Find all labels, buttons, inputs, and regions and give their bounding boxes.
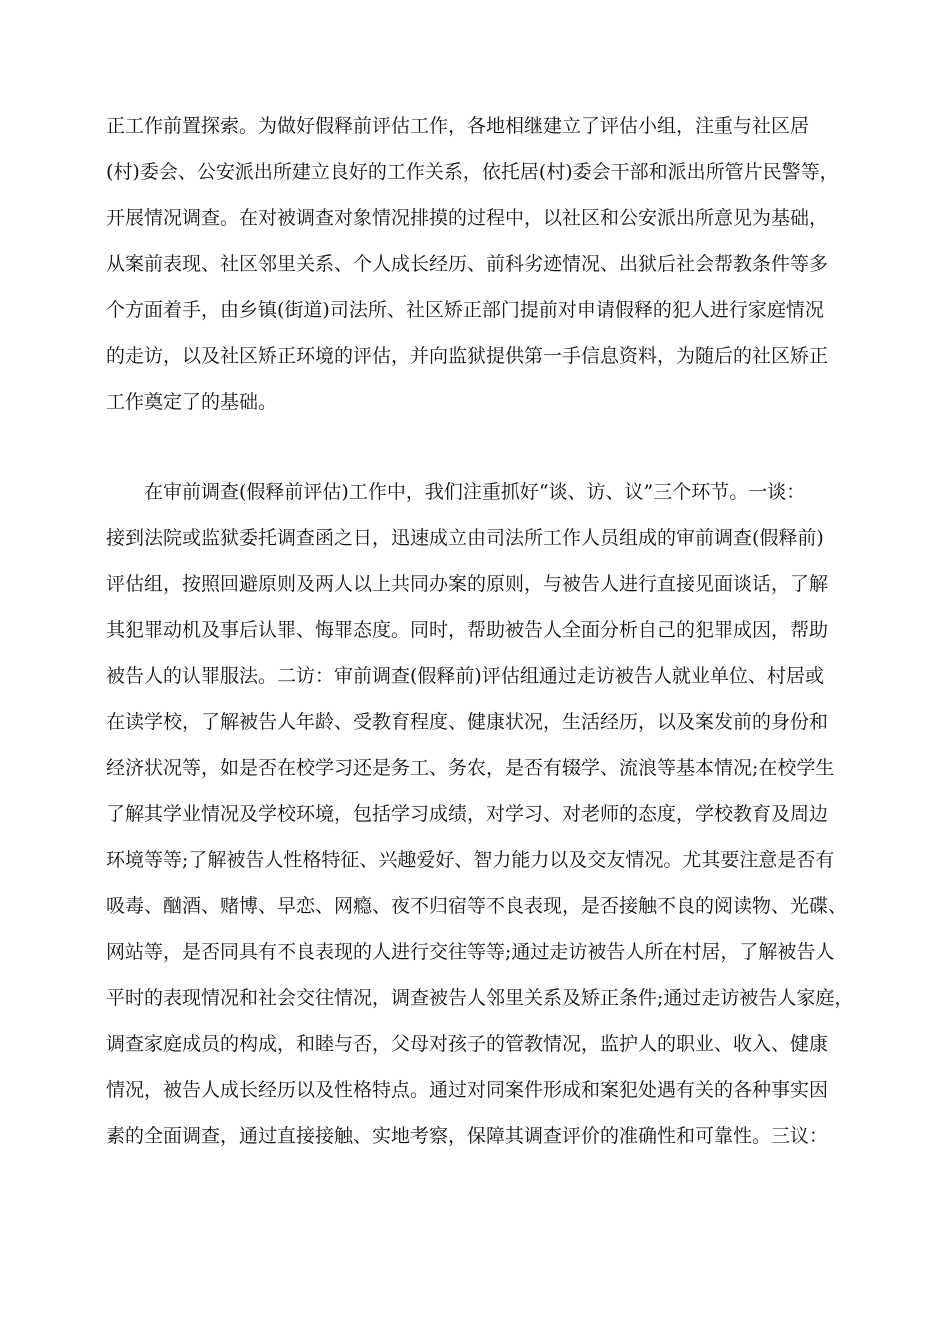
paragraph-2-line-4: 其犯罪动机及事后认罪、悔罪态度。同时，帮助被告人全面分析自己的犯罪成因，帮助 — [106, 619, 829, 641]
paragraph-1-line-4: 从案前表现、社区邻里关系、个人成长经历、前科劣迹情况、出狱后社会帮教条件等多 — [106, 253, 829, 275]
paragraph-2-line-7: 经济状况等，如是否在校学习还是务工、务农，是否有辍学、流浪等基本情况;在校学生 — [106, 757, 835, 779]
paragraph-2-line-5: 被告人的认罪服法。二访：审前调查(假释前)评估组通过走访被告人就业单位、村居或 — [106, 665, 824, 687]
paragraph-2-line-9: 环境等等;了解被告人性格特征、兴趣爱好、智力能力以及交友情况。尤其要注意是否有 — [106, 849, 835, 871]
paragraph-1-line-2: (村)委会、公安派出所建立良好的工作关系，依托居(村)委会干部和派出所管片民警等， — [106, 161, 839, 183]
paragraph-2-line-3: 评估组，按照回避原则及两人以上共同办案的原则，与被告人进行直接见面谈话，了解 — [106, 573, 829, 595]
paragraph-2-line-12: 平时的表现情况和社会交往情况，调查被告人邻里关系及矫正条件;通过走访被告人家庭， — [106, 987, 854, 1009]
paragraph-2-line-1: 在审前调查(假释前评估)工作中，我们注重抓好“谈、访、议”三个环节。一谈： — [144, 481, 806, 503]
paragraph-1-line-7: 工作奠定了的基础。 — [106, 391, 278, 413]
paragraph-1-line-3: 开展情况调查。在对被调查对象情况排摸的过程中，以社区和公安派出所意见为基础， — [106, 207, 829, 229]
paragraph-2-line-6: 在读学校，了解被告人年龄、受教育程度、健康状况，生活经历，以及案发前的身份和 — [106, 711, 829, 733]
paragraph-2-line-10: 吸毒、酗酒、赌博、早恋、网瘾、夜不归宿等不良表现，是否接触不良的阅读物、光碟、 — [106, 895, 848, 917]
paragraph-1-line-1: 正工作前置探索。为做好假释前评估工作，各地相继建立了评估小组，注重与社区居 — [106, 115, 810, 137]
paragraph-2-line-13: 调查家庭成员的构成，和睦与否，父母对孩子的管教情况，监护人的职业、收入、健康 — [106, 1033, 829, 1055]
paragraph-1-line-6: 的走访，以及社区矫正环境的评估，并向监狱提供第一手信息资料，为随后的社区矫正 — [106, 345, 829, 367]
paragraph-2-line-14: 情况，被告人成长经历以及性格特点。通过对同案件形成和案犯处遇有关的各种事实因 — [106, 1079, 829, 1101]
paragraph-1-line-5: 个方面着手，由乡镇(街道)司法所、社区矫正部门提前对申请假释的犯人进行家庭情况 — [106, 299, 824, 321]
paragraph-2-line-11: 网站等，是否同具有不良表现的人进行交往等等;通过走访被告人所在村居，了解被告人 — [106, 941, 835, 963]
paragraph-2-line-15: 素的全面调查，通过直接接触、实地考察，保障其调查评价的准确性和可靠性。三议： — [106, 1125, 829, 1147]
paragraph-2-line-2: 接到法院或监狱委托调查函之日，迅速成立由司法所工作人员组成的审前调查(假释前) — [106, 527, 824, 549]
paragraph-2-line-8: 了解其学业情况及学校环境，包括学习成绩，对学习、对老师的态度，学校教育及周边 — [106, 803, 829, 825]
